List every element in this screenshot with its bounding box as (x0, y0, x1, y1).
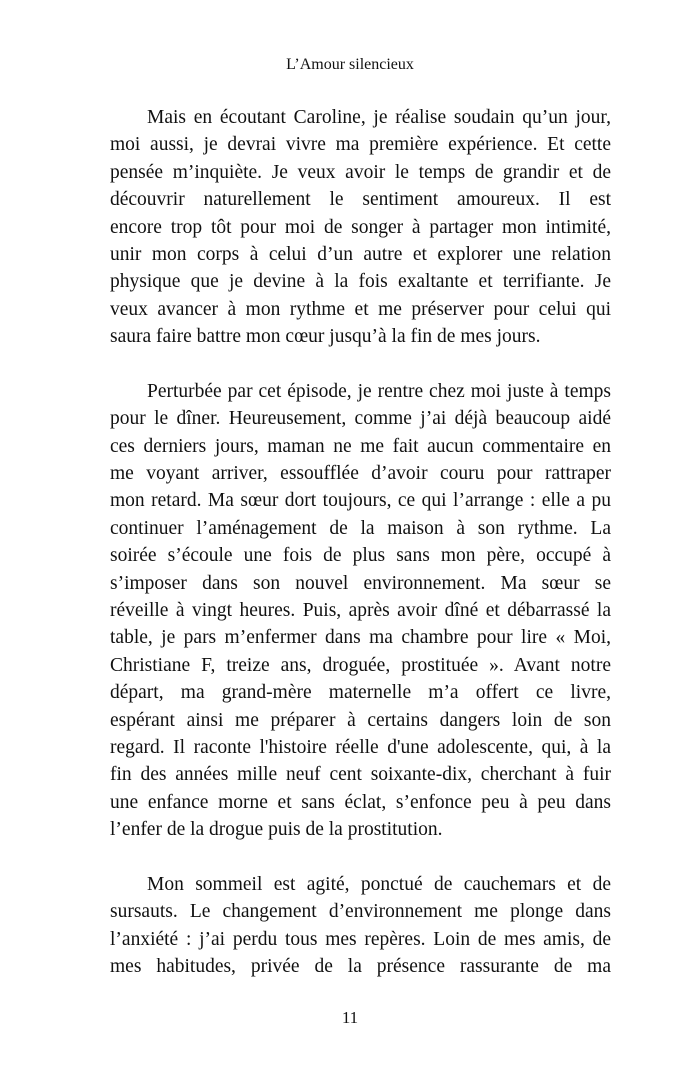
paragraph (110, 871, 611, 981)
text-line: départ, ma grand-mère maternelle m’a offert ce livre, (110, 682, 611, 704)
text-line: Mais en écoutant Caroline, je réalise soudain qu’un jour, (147, 107, 611, 128)
text-line: unir mon corps à celui d’un autre et explorer une relation (110, 243, 611, 265)
text-line: s’imposer dans son nouvel environnement. Ma sœur se (110, 572, 611, 594)
text-line: soirée s’écoule une fois de plus sans mon père, occupé à (110, 545, 611, 567)
text-line: Mon sommeil est agité, ponctué de cauchemars et de (147, 873, 611, 895)
text-line: pensée m’inquiète. Je veux avoir le temps de grandir et de (110, 161, 611, 183)
text-line: veux avancer à mon rythme et me préserver pour celui qui (110, 298, 611, 320)
paragraph (110, 378, 611, 844)
running-header: L’Amour silencieux (286, 56, 414, 73)
text-line: moi aussi, je devrai vivre ma première expérience. Et cette (110, 134, 611, 156)
text-line: continuer l’aménagement de la maison à son rythme. La (110, 517, 611, 539)
text-line: l’anxiété : j’ai perdu tous mes repères. Loin de mes amis, de (110, 928, 611, 950)
text-line: mes habitudes, privée de la présence rassurante de ma (110, 956, 611, 978)
text-line: regard. Il raconte l'histoire réelle d'une adolescente, qui, à la (110, 736, 611, 758)
text-line: physique que je devine à la fois exaltante et terrifiante. Je (110, 271, 611, 293)
text-line: pour le dîner. Heureusement, comme j’ai déjà beaucoup aidé (110, 408, 611, 430)
text-line: sursauts. Le changement d’environnement me plonge dans (110, 901, 611, 923)
text-line: me voyant arriver, essoufflée d’avoir couru pour rattraper (110, 463, 611, 485)
text-line: fin des années mille neuf cent soixante-dix, cherchant à fuir (110, 764, 611, 786)
text-line: Christiane F, treize ans, droguée, prostituée ». Avant notre (110, 654, 611, 676)
text-line: l’enfer de la drogue puis de la prostitution. (110, 819, 443, 841)
text-line: découvrir naturellement le sentiment amoureux. Il est (110, 189, 611, 211)
text-line: mon retard. Ma sœur dort toujours, ce qui l’arrange : elle a pu (110, 490, 611, 512)
paragraph (110, 104, 611, 351)
text-line: encore trop tôt pour moi de songer à partager mon intimité, (110, 216, 611, 238)
text-line: une enfance morne et sans éclat, s’enfonce peu à peu dans (110, 791, 611, 813)
text-line: table, je pars m’enfermer dans ma chambre pour lire « Moi, (110, 627, 611, 649)
text-line: espérant ainsi me préparer à certains dangers loin de son (110, 709, 611, 731)
page-number: 11 (341, 1008, 359, 1027)
text-line: réveille à vingt heures. Puis, après avoir dîné et débarrassé la (110, 600, 611, 622)
text-line: Perturbée par cet épisode, je rentre chez moi juste à temps (147, 380, 611, 402)
text-line: ces derniers jours, maman ne me fait aucun commentaire en (110, 435, 611, 457)
text-line: saura faire battre mon cœur jusqu’à la fin de mes jours. (110, 326, 541, 348)
body-text (110, 104, 611, 1008)
